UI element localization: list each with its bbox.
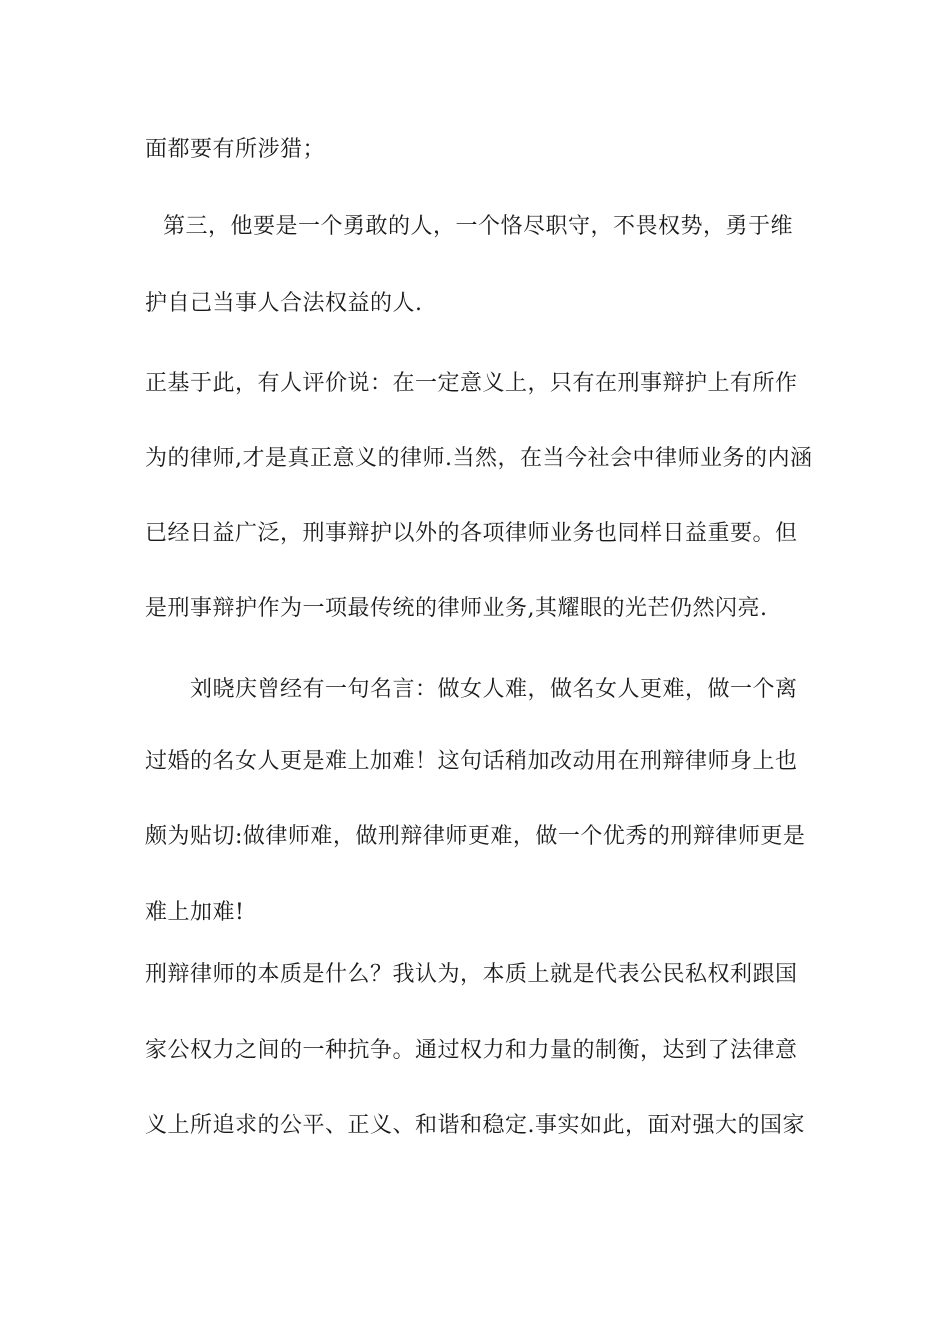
text-line: 难上加难!: [145, 900, 245, 925]
text-line: 义上所追求的公平、正义、和谐和稳定.事实如此，面对强大的国家: [145, 1113, 805, 1138]
text-line: 刑辩律师的本质是什么？我认为，本质上就是代表公民私权利跟国: [145, 962, 798, 987]
text-line: 第三，他要是一个勇敢的人，一个恪尽职守，不畏权势，勇于维: [163, 214, 794, 239]
text-line: 已经日益广泛，刑事辩护以外的各项律师业务也同样日益重要。但: [145, 521, 798, 546]
text-line: 面都要有所涉猎；: [145, 137, 326, 162]
text-line: 家公权力之间的一种抗争。通过权力和力量的制衡，达到了法律意: [145, 1038, 798, 1063]
text-line: 颇为贴切:做律师难，做刑辩律师更难，做一个优秀的刑辩律师更是: [145, 824, 806, 849]
text-line: 护自己当事人合法权益的人.: [145, 291, 423, 316]
text-line: 为的律师,才是真正意义的律师.当然，在当今社会中律师业务的内涵: [145, 446, 813, 471]
text-line: 刘晓庆曾经有一句名言：做女人难，做名女人更难，做一个离: [190, 677, 798, 702]
text-line: 正基于此，有人评价说：在一定意义上，只有在刑事辩护上有所作: [145, 371, 798, 396]
text-line: 过婚的名女人更是难上加难！这句话稍加改动用在刑辩律师身上也: [145, 749, 798, 774]
text-line: 是刑事辩护作为一项最传统的律师业务,其耀眼的光芒仍然闪亮.: [145, 596, 768, 621]
